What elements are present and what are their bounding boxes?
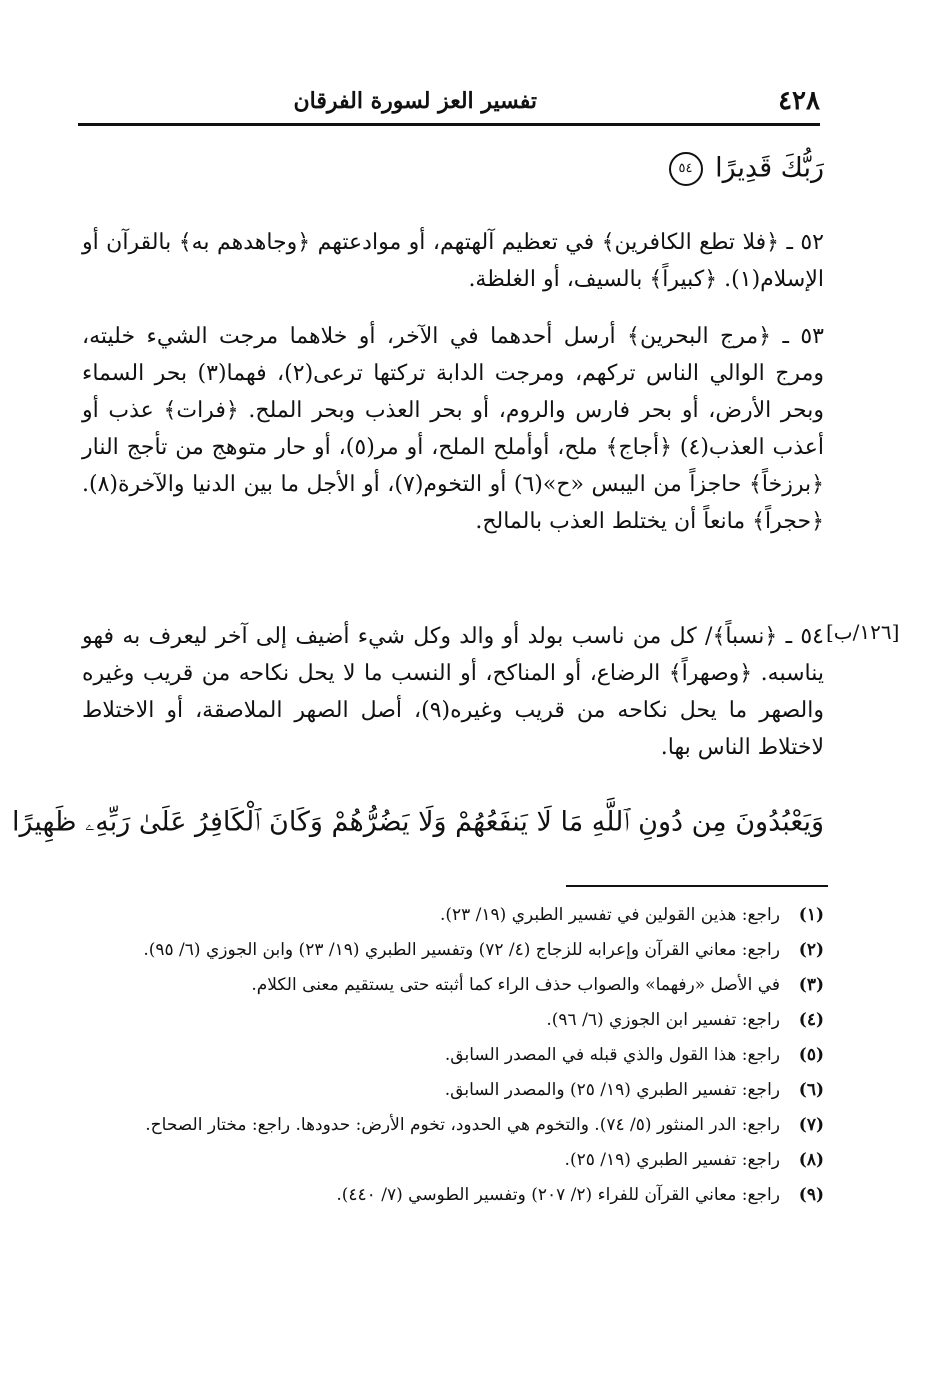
footnote-number: (٤) (798, 1010, 824, 1030)
footnote (82, 970, 824, 1001)
ayah-number-marker: ٥٤ (669, 152, 703, 186)
footnote-text: في الأصل «رفهما» والصواب حذف الراء كما أثبته حتى يستقيم معنى الكلام. (251, 975, 780, 995)
header-rule (78, 123, 820, 126)
footnote-text: راجع: هذا القول والذي قبله في المصدر السابق. (444, 1045, 780, 1065)
footnote-text: راجع: هذين القولين في تفسير الطبري (١٩/ ٢٣). (439, 905, 780, 925)
footnote (82, 1110, 824, 1141)
footnote-text: راجع: معاني القرآن وإعرابه للزجاج (٤/ ٧٢) وتفسير الطبري (١٩/ ٢٣) وابن الجوزي (٦/ ٩٥). (143, 940, 780, 960)
footnote-text: راجع: تفسير الطبري (١٩/ ٢٥) والمصدر السابق. (444, 1080, 780, 1100)
footnote-number: (٥) (798, 1045, 824, 1065)
footnote-separator (566, 885, 828, 887)
footnote (82, 935, 824, 966)
footnote-number: (٩) (798, 1185, 824, 1205)
footnotes (82, 900, 824, 1215)
footnote-text: راجع: تفسير الطبري (١٩/ ٢٥). (564, 1150, 780, 1170)
footnote-text: راجع: تفسير ابن الجوزي (٦/ ٩٦). (546, 1010, 780, 1030)
footnote (82, 1040, 824, 1071)
commentary-paragraph-54: ٥٤ ـ ﴿نسباً﴾/ كل من ناسب بولد أو والد وكل شيء أضيف إلى آخر ليعرف به فهو يناسبه. ﴿وصهراً﴾ الرضاع، أو المناكح، أو النسب ما لا يحل نكاحه من قريب وغيره والصهر ما يحل نكاحه من قريب وغيره(٩)، أصل الصهر الملاصقة، أو الاختلاط لاختلاط الناس بها. (82, 624, 824, 760)
footnote-number: (٦) (798, 1080, 824, 1100)
verse-text: رَبُّكَ قَدِيرًا (715, 152, 824, 184)
quran-verse-top (665, 152, 824, 186)
running-title: تفسير العز لسورة الفرقان (293, 88, 537, 114)
footnote-text: راجع: معاني القرآن للفراء (٢/ ٢٠٧) وتفسير الطوسي (٧/ ٤٤٠). (336, 1185, 780, 1205)
footnote (82, 1075, 824, 1106)
footnote (82, 1180, 824, 1211)
footnote-number: (٨) (798, 1150, 824, 1170)
quran-verse-mid (11, 806, 824, 840)
manuscript-folio-note: [١٢٦/ب] (826, 620, 900, 644)
commentary-paragraph-53: ٥٣ ـ ﴿مرج البحرين﴾ أرسل أحدهما في الآخر، أو خلاهما مرجت الشيء خليته، ومرج الوالي الناس تركهم، ومرجت الدابة تركتها ترعى(٢)، فهما(٣) بحر السماء وبحر الأرض، أو بحر فارس والروم، أو بحر العذب وبحر الملح. ﴿فرات﴾ عذب أو أعذب العذب(٤) ﴿أجاج﴾ ملح، أوأملح الملح، أو مر(٥)، أو حار متوهج من تأجج النار ﴿برزخاً﴾ حاجزاً من اليبس «ح»(٦) أو التخوم(٧)، أو الأجل ما بين الدنيا والآخرة(٨). ﴿حجراً﴾ مانعاً أن يختلط العذب بالمالح. (82, 324, 824, 534)
page-header (78, 82, 820, 122)
footnote-number: (١) (798, 905, 824, 925)
verse-text: وَيَعْبُدُونَ مِن دُونِ ٱللَّهِ مَا لَا يَنفَعُهُمْ وَلَا يَضُرُّهُمْ وَكَانَ ٱلْكَافِرُ عَلَىٰ رَبِّهِۦ ظَهِيرًا (11, 806, 824, 838)
footnote-number: (٣) (798, 975, 824, 995)
commentary-paragraph-52: ٥٢ ـ ﴿فلا تطع الكافرين﴾ في تعظيم آلهتهم، أو موادعتهم ﴿وجاهدهم به﴾ بالقرآن أو الإسلام(١). ﴿كبيراً﴾ بالسيف، أو الغلظة. (82, 230, 824, 292)
footnote-text: راجع: الدر المنثور (٥/ ٧٤). والتخوم هي الحدود، تخوم الأرض: حدودها. راجع: مختار الصحاح. (145, 1115, 780, 1135)
footnote (82, 1005, 824, 1036)
footnote-number: (٧) (798, 1115, 824, 1135)
page-number: ٤٢٨ (778, 86, 820, 116)
footnote (82, 1145, 824, 1176)
footnote-number: (٢) (798, 940, 824, 960)
footnote (82, 900, 824, 931)
